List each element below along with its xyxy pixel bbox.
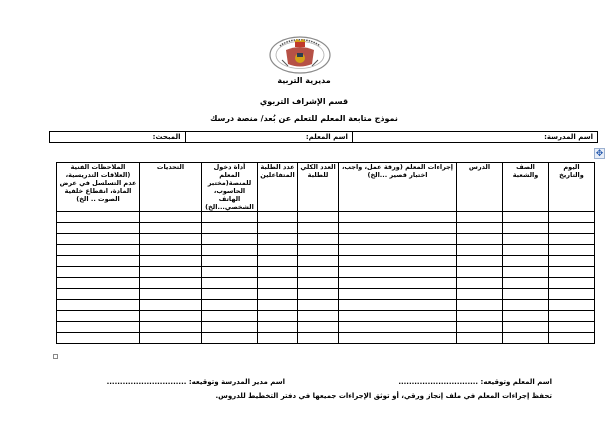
table-cell[interactable] <box>457 300 503 311</box>
table-cell[interactable] <box>57 223 140 234</box>
col-challenges: التحديات <box>140 163 202 212</box>
table-cell[interactable] <box>339 289 457 300</box>
table-cell[interactable] <box>457 256 503 267</box>
table-cell[interactable] <box>57 278 140 289</box>
table-cell[interactable] <box>298 234 339 245</box>
table-cell[interactable] <box>57 256 140 267</box>
table-cell[interactable] <box>57 322 140 333</box>
table-cell[interactable] <box>339 322 457 333</box>
table-cell[interactable] <box>57 333 140 344</box>
table-cell[interactable] <box>140 212 202 223</box>
table-cell[interactable] <box>57 311 140 322</box>
table-cell[interactable] <box>57 234 140 245</box>
table-cell[interactable] <box>457 267 503 278</box>
table-cell[interactable] <box>549 223 595 234</box>
table-cell[interactable] <box>503 311 549 322</box>
table-cell[interactable] <box>457 212 503 223</box>
table-row <box>57 311 595 322</box>
table-move-handle-icon[interactable]: ✥ <box>595 149 604 159</box>
table-cell[interactable] <box>457 278 503 289</box>
table-row <box>57 267 595 278</box>
table-cell[interactable] <box>202 300 258 311</box>
table-cell[interactable] <box>298 333 339 344</box>
table-row <box>57 333 595 344</box>
table-cell[interactable] <box>503 333 549 344</box>
table-cell[interactable] <box>140 333 202 344</box>
principal-signature-line: اسم مدير المدرسة وتوقيعه: .............................. <box>106 378 285 386</box>
table-cell[interactable] <box>503 322 549 333</box>
emblem-logo <box>268 36 332 74</box>
table-cell[interactable] <box>258 289 298 300</box>
table-cell[interactable] <box>549 256 595 267</box>
table-row <box>57 234 595 245</box>
table-row <box>57 245 595 256</box>
table-cell[interactable] <box>202 223 258 234</box>
table-cell[interactable] <box>503 267 549 278</box>
table-cell[interactable] <box>298 223 339 234</box>
col-technical-notes: الملاحظات الفنية (العلاقات التدريسية، عدم التسلسل في عرض المادة، انقطاع خلفية الصوت .. الخ) <box>57 163 140 212</box>
table-cell[interactable] <box>549 322 595 333</box>
table-cell[interactable] <box>457 333 503 344</box>
table-cell[interactable] <box>202 322 258 333</box>
table-cell[interactable] <box>258 223 298 234</box>
table-cell[interactable] <box>202 278 258 289</box>
table-cell[interactable] <box>298 289 339 300</box>
table-row <box>57 256 595 267</box>
table-cell[interactable] <box>503 223 549 234</box>
table-cell[interactable] <box>339 234 457 245</box>
table-cell[interactable] <box>140 289 202 300</box>
follow-up-table <box>56 162 595 344</box>
table-cell[interactable] <box>339 256 457 267</box>
table-cell[interactable] <box>202 234 258 245</box>
table-row <box>57 278 595 289</box>
table-cell[interactable] <box>549 267 595 278</box>
table-cell[interactable] <box>549 278 595 289</box>
table-cell[interactable] <box>339 278 457 289</box>
col-teacher-procedures: إجراءات المعلم (ورقة عمل، واجب، اختبار قصير ...الخ) <box>339 163 457 212</box>
table-cell[interactable] <box>258 234 298 245</box>
table-cell[interactable] <box>202 267 258 278</box>
table-cell[interactable] <box>202 245 258 256</box>
form-title: نموذج متابعة المعلم للتعلم عن بُعد/ منصة درسك <box>210 114 398 123</box>
table-cell[interactable] <box>57 267 140 278</box>
table-cell[interactable] <box>298 256 339 267</box>
table-row <box>57 322 595 333</box>
table-cell[interactable] <box>298 278 339 289</box>
table-cell[interactable] <box>339 333 457 344</box>
table-cell[interactable] <box>202 256 258 267</box>
table-row <box>57 223 595 234</box>
table-cell[interactable] <box>503 289 549 300</box>
table-cell[interactable] <box>258 267 298 278</box>
table-cell[interactable] <box>57 289 140 300</box>
table-cell[interactable] <box>258 311 298 322</box>
table-cell[interactable] <box>140 223 202 234</box>
table-cell[interactable] <box>140 256 202 267</box>
subject-field[interactable]: المبحث: <box>50 132 186 142</box>
col-interacting-students: عدد الطلبة المتفاعلين <box>258 163 298 212</box>
table-cell[interactable] <box>140 300 202 311</box>
table-cell[interactable] <box>503 256 549 267</box>
table-cell[interactable] <box>298 267 339 278</box>
table-cell[interactable] <box>339 300 457 311</box>
table-cell[interactable] <box>298 322 339 333</box>
table-cell[interactable] <box>549 289 595 300</box>
info-row <box>49 131 598 143</box>
table-cell[interactable] <box>258 333 298 344</box>
table-row <box>57 212 595 223</box>
table-cell[interactable] <box>258 300 298 311</box>
table-cell[interactable] <box>339 245 457 256</box>
table-header-row <box>57 163 595 212</box>
table-cell[interactable] <box>202 212 258 223</box>
table-row <box>57 289 595 300</box>
table-cell[interactable] <box>202 289 258 300</box>
table-cell[interactable] <box>549 245 595 256</box>
table-cell[interactable] <box>57 212 140 223</box>
table-cell[interactable] <box>140 311 202 322</box>
col-access-tool: أداة دخول المعلم للمنصة(مختبر الحاسوب، الهاتف الشخصي...الخ) <box>202 163 258 212</box>
table-cell[interactable] <box>457 223 503 234</box>
col-total-students: العدد الكلي للطلبة <box>298 163 339 212</box>
table-cell[interactable] <box>457 289 503 300</box>
table-cell[interactable] <box>258 212 298 223</box>
table-cell[interactable] <box>298 245 339 256</box>
table-cell[interactable] <box>339 223 457 234</box>
table-cell[interactable] <box>140 234 202 245</box>
table-cell[interactable] <box>140 245 202 256</box>
table-cell[interactable] <box>339 311 457 322</box>
table-resize-handle[interactable] <box>53 354 58 359</box>
table-cell[interactable] <box>339 267 457 278</box>
table-cell[interactable] <box>549 300 595 311</box>
table-cell[interactable] <box>503 234 549 245</box>
table-cell[interactable] <box>57 300 140 311</box>
table-cell[interactable] <box>457 234 503 245</box>
table-cell[interactable] <box>457 245 503 256</box>
table-cell[interactable] <box>549 311 595 322</box>
emblem-icon <box>268 36 332 74</box>
table-cell[interactable] <box>503 245 549 256</box>
table-cell[interactable] <box>457 311 503 322</box>
table-cell[interactable] <box>549 212 595 223</box>
table-cell[interactable] <box>202 333 258 344</box>
table-cell[interactable] <box>503 278 549 289</box>
col-lesson: الدرس <box>457 163 503 212</box>
table-cell[interactable] <box>258 245 298 256</box>
col-class-section: الصف والشعبة <box>503 163 549 212</box>
table-cell[interactable] <box>298 212 339 223</box>
school-name-field[interactable]: اسم المدرسة: <box>544 133 593 141</box>
footer-note: تحفظ إجراءات المعلم في ملف إنجاز ورقي، أو توثق الإجراءات جميعها في دفتر التخطيط للدروس. <box>215 392 552 400</box>
table-cell[interactable] <box>457 322 503 333</box>
table-cell[interactable] <box>258 256 298 267</box>
table-cell[interactable] <box>503 212 549 223</box>
directorate-title: مديرية التربية <box>277 76 331 85</box>
department-title: قسم الإشراف التربوي <box>259 97 349 106</box>
table-cell[interactable] <box>57 245 140 256</box>
table-cell[interactable] <box>258 278 298 289</box>
table-cell[interactable] <box>339 212 457 223</box>
table-cell[interactable] <box>140 278 202 289</box>
table-cell[interactable] <box>140 322 202 333</box>
table-cell[interactable] <box>258 322 298 333</box>
col-day-date: اليوم والتاريخ <box>549 163 595 212</box>
table-cell[interactable] <box>549 234 595 245</box>
table-cell[interactable] <box>549 333 595 344</box>
table-cell[interactable] <box>503 300 549 311</box>
table-cell[interactable] <box>298 311 339 322</box>
table-row <box>57 300 595 311</box>
table-cell[interactable] <box>140 267 202 278</box>
teacher-signature-line: اسم المعلم وتوقيعه: .............................. <box>398 378 552 386</box>
table-cell[interactable] <box>298 300 339 311</box>
teacher-name-field[interactable]: اسم المعلم: <box>186 132 353 142</box>
table-cell[interactable] <box>202 311 258 322</box>
